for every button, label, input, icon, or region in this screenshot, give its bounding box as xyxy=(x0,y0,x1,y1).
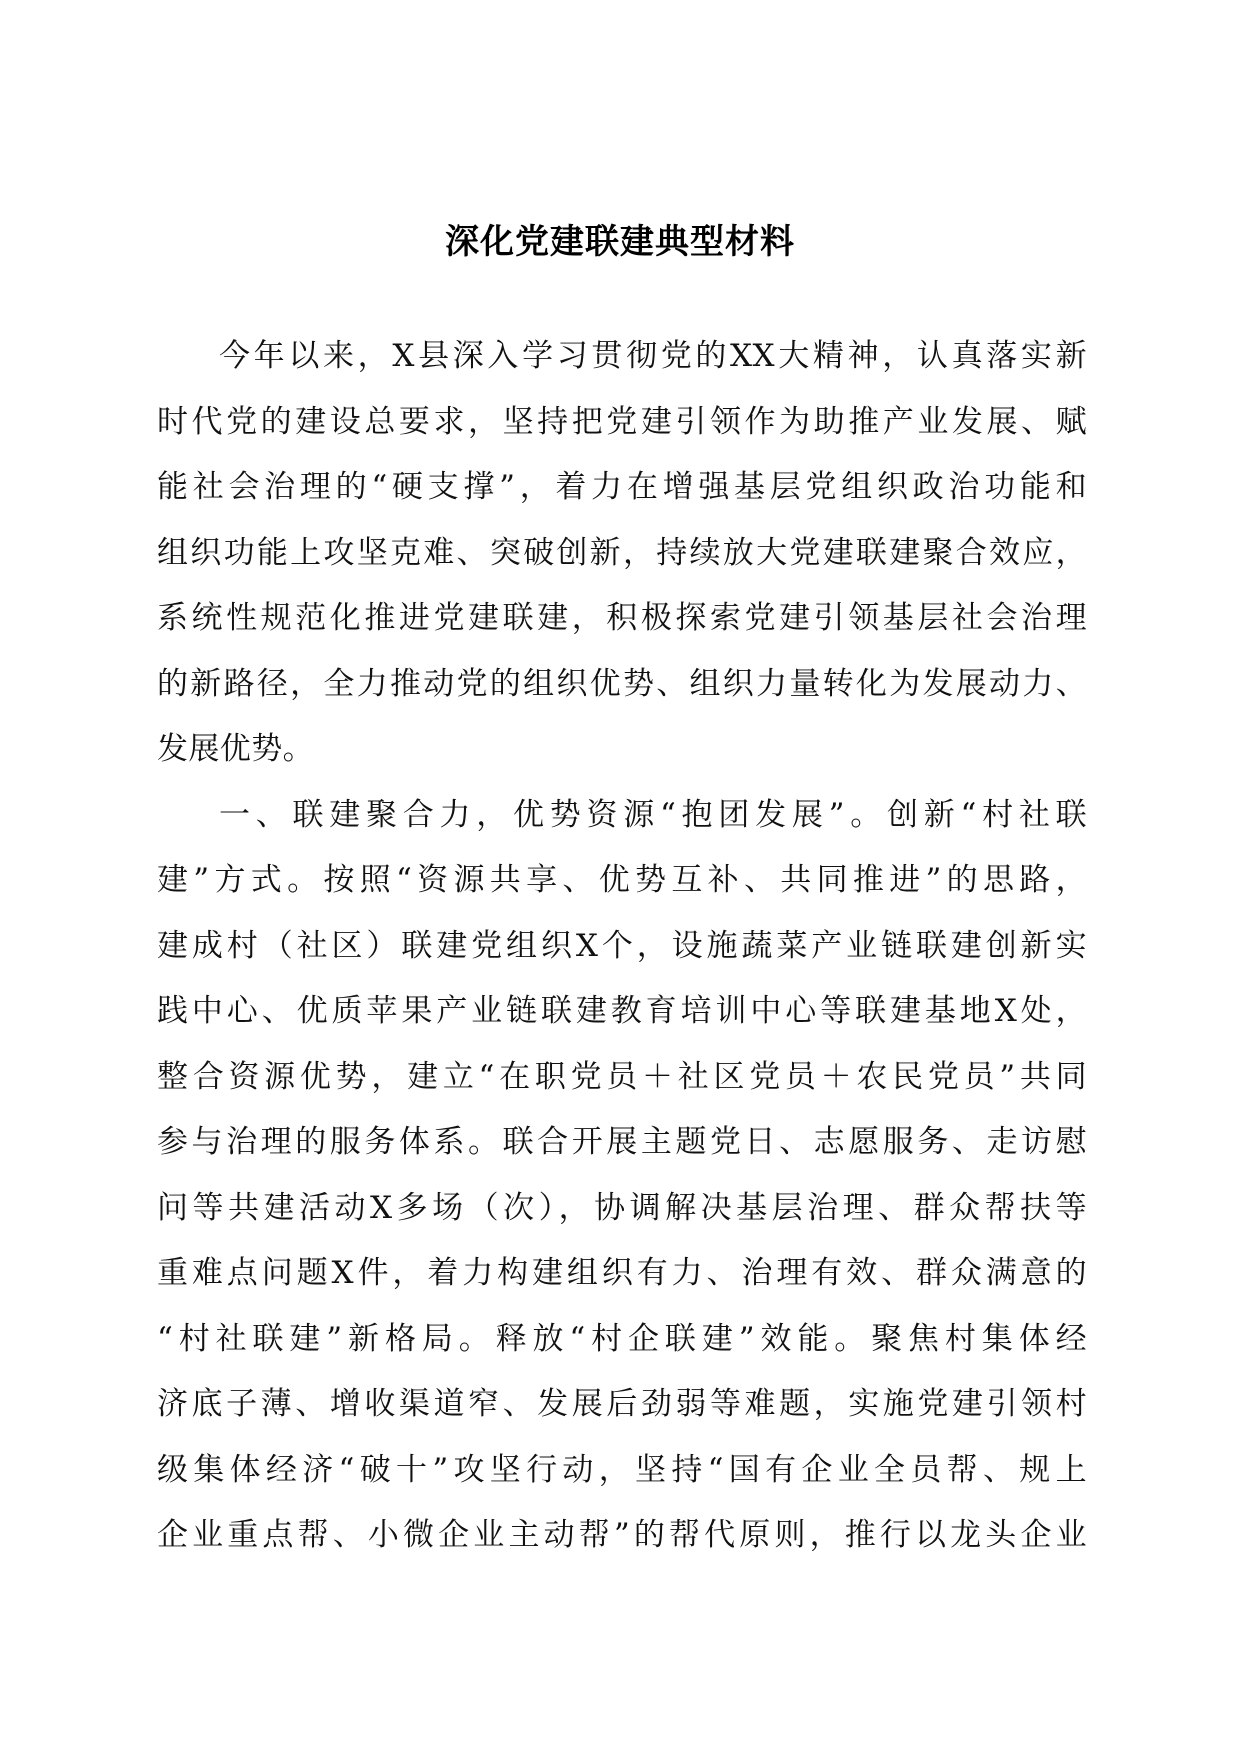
text-line: 今年以来，X县深入学习贯彻党的XX大精神，认真落实新 xyxy=(219,338,1087,374)
document-body xyxy=(157,324,1087,1569)
document-title: 深化党建联建典型材料 xyxy=(445,222,795,262)
text-line: 问等共建活动X多场（次），协调解决基层治理、群众帮扶等 xyxy=(157,1189,1087,1226)
text-line: 的新路径，全力推动党的组织优势、组织力量转化为发展动力、 xyxy=(157,665,1087,702)
text-line: 践中心、优质苹果产业链联建教育培训中心等联建基地X处， xyxy=(157,993,1087,1029)
text-line: 整合资源优势，建立“在职党员＋社区党员＋农民党员”共同 xyxy=(157,1058,1087,1095)
text-line: 时代党的建设总要求，坚持把党建引领作为助推产业发展、赋 xyxy=(157,403,1087,440)
text-line: 级集体经济“破十”攻坚行动，坚持“国有企业全员帮、规上 xyxy=(157,1451,1087,1488)
text-line: 能社会治理的“硬支撑”，着力在增强基层党组织政治功能和 xyxy=(157,469,1087,505)
text-line: 系统性规范化推进党建联建，积极探索党建引领基层社会治理 xyxy=(157,600,1087,636)
text-line: 建成村（社区）联建党组织X个，设施蔬菜产业链联建创新实 xyxy=(157,927,1087,964)
text-line: 一、联建聚合力，优势资源“抱团发展”。创新“村社联 xyxy=(219,796,1087,833)
text-line: 重难点问题X件，着力构建组织有力、治理有效、群众满意的 xyxy=(157,1255,1087,1291)
text-line: 参与治理的服务体系。联合开展主题党日、志愿服务、走访慰 xyxy=(157,1124,1087,1160)
text-line: 济底子薄、增收渠道窄、发展后劲弱等难题，实施党建引领村 xyxy=(157,1386,1087,1422)
text-line: 发展优势。 xyxy=(157,731,314,767)
text-line: 企业重点帮、小微企业主动帮”的帮代原则，推行以龙头企业 xyxy=(157,1517,1087,1553)
text-line: “村社联建”新格局。释放“村企联建”效能。聚焦村集体经 xyxy=(157,1320,1087,1357)
text-line: 建”方式。按照“资源共享、优势互补、共同推进”的思路， xyxy=(157,862,1087,898)
text-line: 组织功能上攻坚克难、突破创新，持续放大党建联建聚合效应， xyxy=(157,534,1087,571)
